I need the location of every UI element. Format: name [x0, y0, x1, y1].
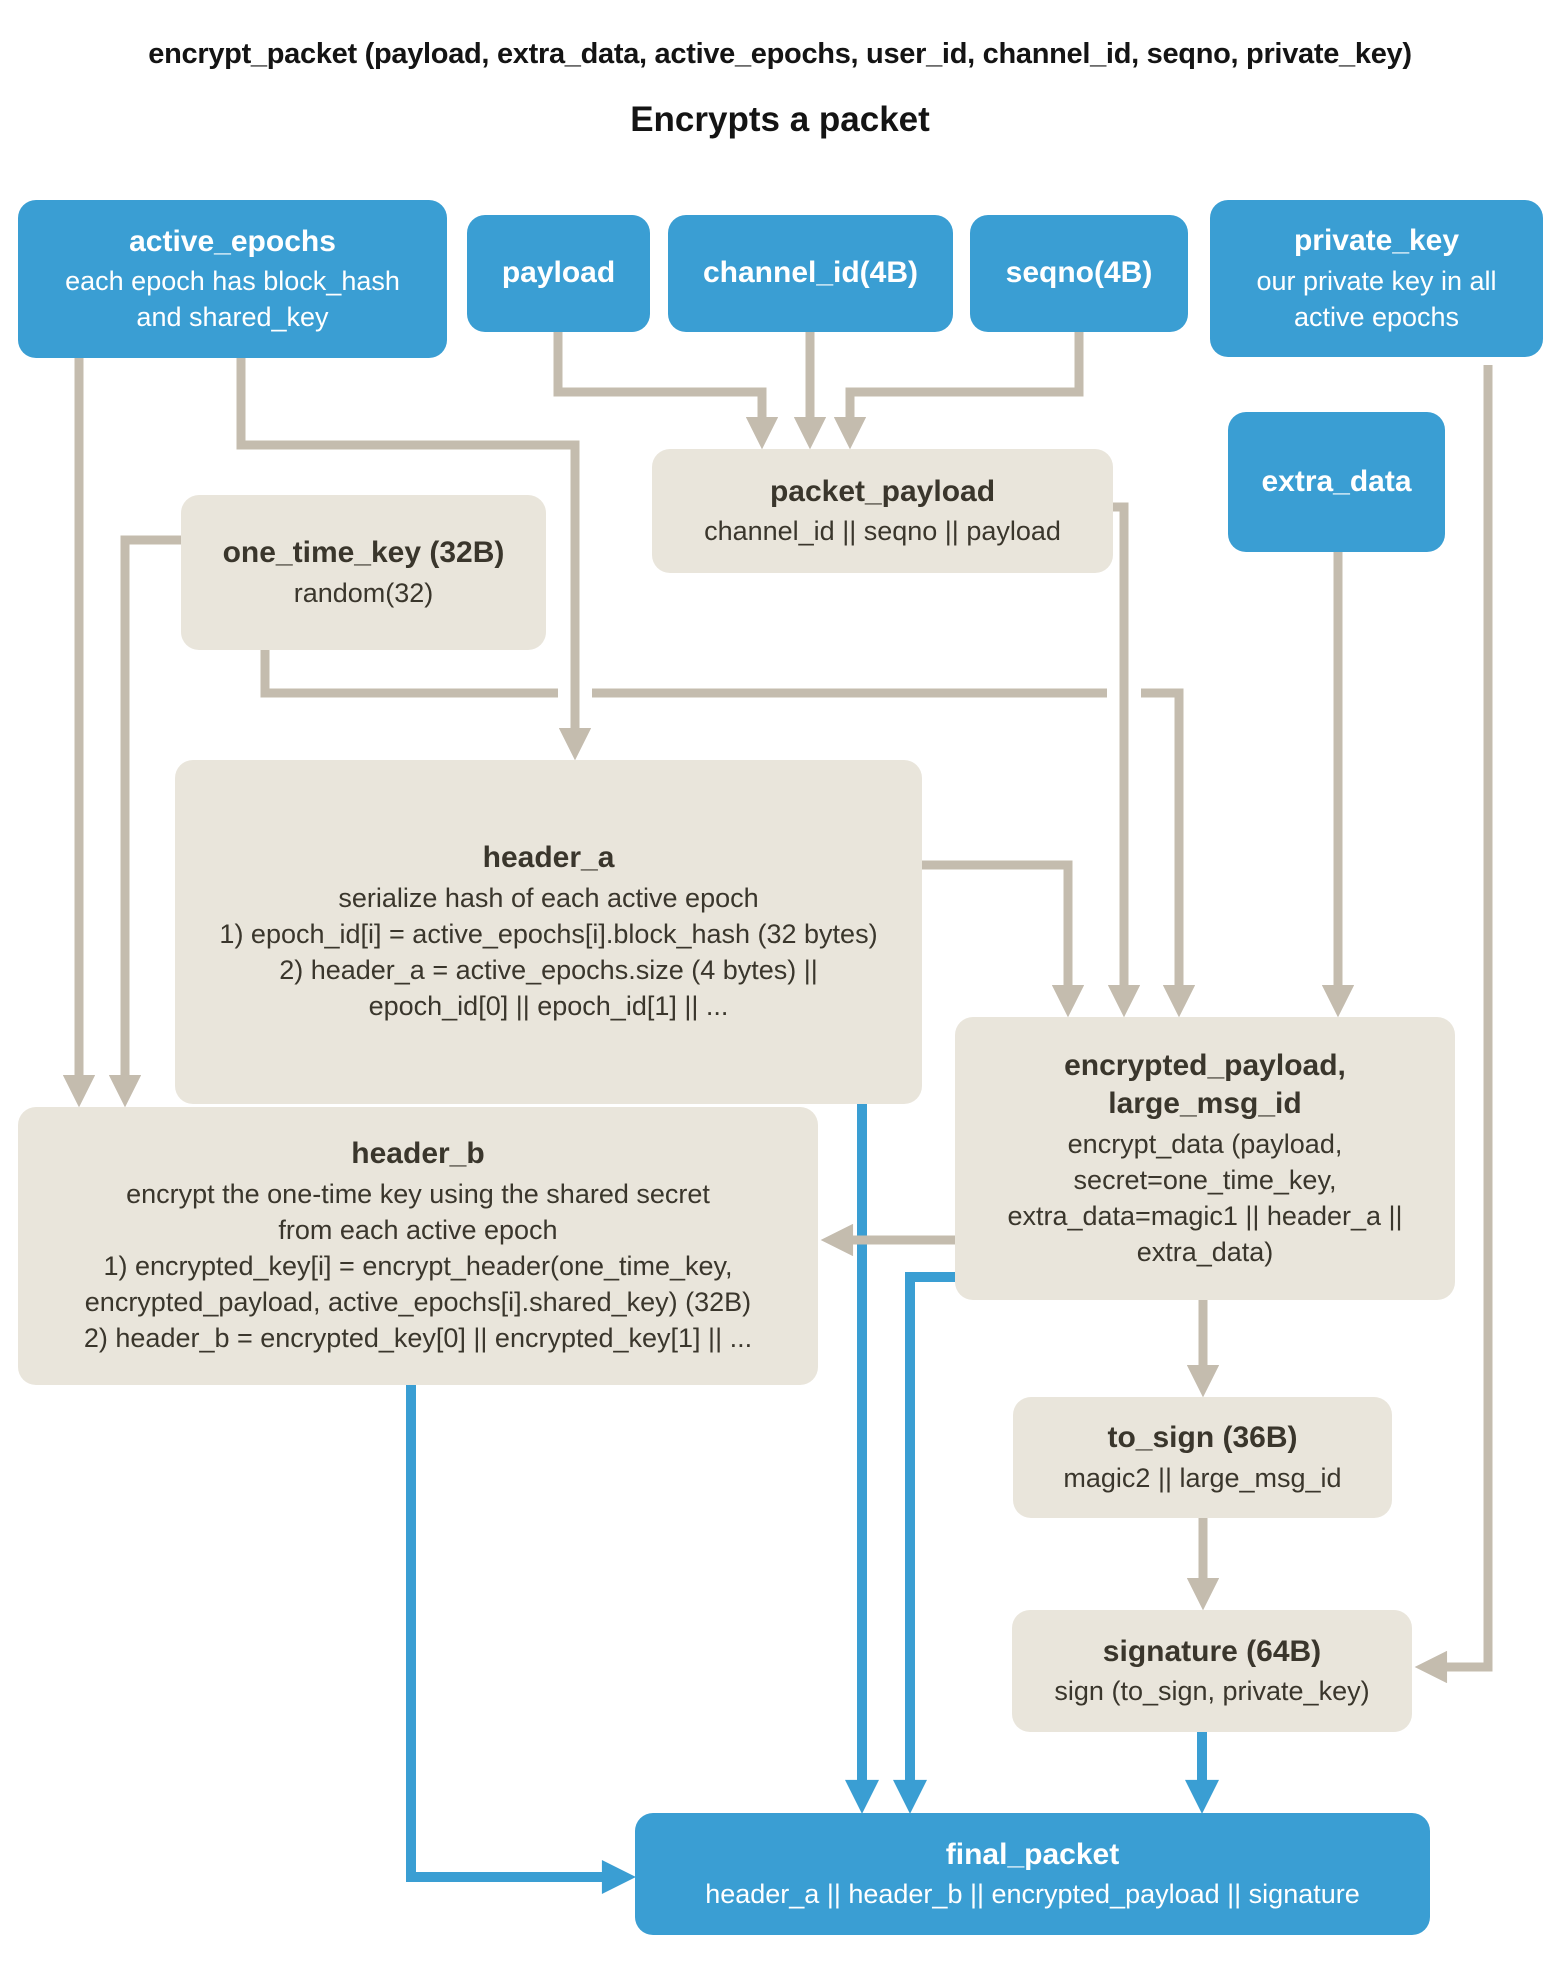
encrypted-payload-body-line: secret=one_time_key, — [1073, 1164, 1337, 1195]
page-subtitle: Encrypts a packet — [630, 100, 930, 139]
to-sign-body: magic2 || large_msg_id — [1063, 1462, 1342, 1493]
encrypted-payload-body-line: extra_data=magic1 || header_a || — [1007, 1200, 1403, 1231]
encrypted-payload-body-line: extra_data) — [1136, 1237, 1274, 1268]
node-final-packet — [635, 1813, 1430, 1935]
edge-private-key-to-signature — [1426, 365, 1488, 1667]
header-b-body-line: 1) encrypted_key[i] = encrypt_header(one_time_key, — [103, 1251, 733, 1282]
header-a-title: header_a — [482, 841, 615, 875]
node-to-sign — [1013, 1397, 1392, 1518]
edge-one-time-key-to-header-b — [125, 540, 181, 1096]
encrypted-payload-title-line: large_msg_id — [1108, 1087, 1302, 1121]
active-epochs-body-line: and shared_key — [136, 302, 329, 333]
node-private-key — [1210, 200, 1543, 357]
edge-packet-payload-to-encrypted-payload — [1113, 507, 1124, 1006]
node-seqno — [970, 215, 1188, 332]
final-packet-title: final_packet — [945, 1837, 1120, 1871]
header-b-body-line: encrypt the one-time key using the shared secret — [126, 1178, 710, 1209]
packet-payload-title: packet_payload — [769, 474, 996, 508]
channel-id-title: channel_id(4B) — [702, 256, 919, 290]
one-time-key-title: one_time_key (32B) — [222, 536, 505, 570]
encrypted-payload-title — [1064, 1047, 1346, 1124]
private-key-title: private_key — [1293, 224, 1460, 258]
header-b-title: header_b — [351, 1137, 485, 1171]
header-a-body-line: 1) epoch_id[i] = active_epochs[i].block_hash (32 bytes) — [219, 919, 878, 950]
final-packet-body: header_a || header_b || encrypted_payload || signature — [705, 1879, 1360, 1910]
edge-header-b-to-final-packet — [411, 1385, 624, 1877]
private-key-body-line: our private key in all — [1256, 265, 1497, 296]
packet-payload-body: channel_id || seqno || payload — [704, 516, 1061, 547]
node-one-time-key — [181, 495, 546, 650]
header-a-body-line: 2) header_a = active_epochs.size (4 bytes) || — [279, 955, 818, 986]
seqno-title: seqno(4B) — [1005, 256, 1153, 290]
header-a-body — [219, 880, 877, 1025]
header-a-body-line: serialize hash of each active epoch — [338, 882, 759, 913]
node-packet-payload — [652, 449, 1113, 573]
node-channel-id — [668, 215, 953, 332]
header-b-body-line: 2) header_b = encrypted_key[0] || encrypted_key[1] || ... — [83, 1323, 753, 1354]
page-title: encrypt_packet (payload, extra_data, active_epochs, user_id, channel_id, seqno, private_key) — [148, 38, 1412, 70]
edge-seqno-to-packet-payload — [850, 332, 1079, 438]
private-key-body-line: active epochs — [1293, 301, 1460, 332]
to-sign-title: to_sign (36B) — [1107, 1421, 1298, 1455]
node-active-epochs — [18, 200, 447, 358]
header-b-body-line: encrypted_payload, active_epochs[i].shared_key) (32B) — [84, 1287, 752, 1318]
node-header-b — [18, 1107, 818, 1385]
edge-encrypted-payload-to-final-packet — [910, 1277, 955, 1802]
node-signature — [1012, 1610, 1412, 1732]
payload-title: payload — [501, 256, 616, 290]
active-epochs-body-line: each epoch has block_hash — [65, 266, 400, 297]
signature-title: signature (64B) — [1102, 1634, 1322, 1668]
one-time-key-body: random(32) — [293, 577, 434, 608]
encrypted-payload-body — [1007, 1126, 1402, 1271]
encrypted-payload-body-line: encrypt_data (payload, — [1067, 1128, 1343, 1159]
extra-data-title: extra_data — [1261, 464, 1412, 498]
node-extra-data — [1228, 412, 1445, 552]
active-epochs-title: active_epochs — [129, 224, 336, 258]
node-encrypted-payload — [955, 1017, 1455, 1300]
node-payload — [467, 215, 650, 332]
edge-header-a-to-encrypted-payload — [922, 865, 1068, 1006]
edge-payload-to-packet-payload — [558, 332, 762, 438]
node-header-a — [175, 760, 922, 1104]
active-epochs-body — [65, 263, 400, 335]
encrypted-payload-title-line: encrypted_payload, — [1064, 1048, 1346, 1082]
header-b-body — [84, 1176, 752, 1357]
header-b-body-line: from each active epoch — [278, 1214, 558, 1245]
private-key-body — [1256, 263, 1496, 335]
header-a-body-line: epoch_id[0] || epoch_id[1] || ... — [368, 991, 729, 1022]
signature-body: sign (to_sign, private_key) — [1054, 1676, 1370, 1707]
